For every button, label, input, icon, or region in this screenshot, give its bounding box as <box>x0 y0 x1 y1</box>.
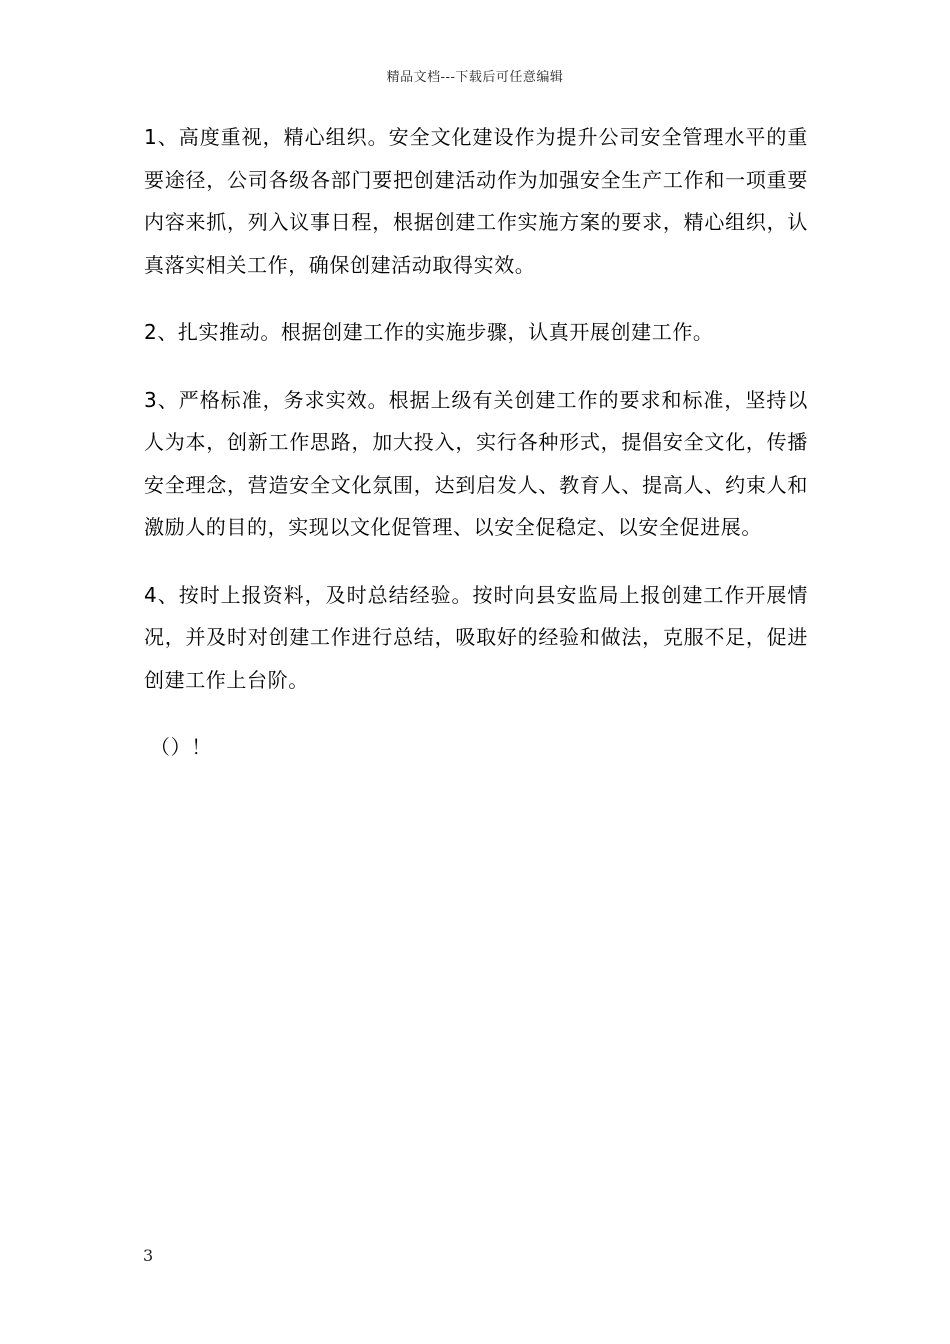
paragraph-3: 3、严格标准，务求实效。根据上级有关创建工作的要求和标准，坚持以人为本，创新工作思路，加大投入，实行各种形式，提倡安全文化，传播安全理念，营造安全文化氛围，达到启发人、教育人、提高人、约束人和激励人的目的，实现以文化促管理、以安全促稳定、以安全促进展。 <box>144 387 808 539</box>
document-body <box>144 116 808 769</box>
page-header: 精品文档---下载后可任意编辑 <box>386 70 564 85</box>
paragraph-2: 2、扎实推动。根据创建工作的实施步骤，认真开展创建工作。 <box>144 320 714 344</box>
page-number: 3 <box>143 1246 154 1265</box>
closing-mark: （）！ <box>150 735 212 759</box>
paragraph-1: 1、高度重视，精心组织。安全文化建设作为提升公司安全管理水平的重要途径，公司各级各部门要把创建活动作为加强安全生产工作和一项重要内容来抓，列入议事日程，根据创建工作实施方案的要求，精心组织，认真落实相关工作，确保创建活动取得实效。 <box>144 125 808 277</box>
paragraph-4: 4、按时上报资料，及时总结经验。按时向县安监局上报创建工作开展情况，并及时对创建工作进行总结，吸取好的经验和做法，克服不足，促进创建工作上台阶。 <box>144 582 808 692</box>
